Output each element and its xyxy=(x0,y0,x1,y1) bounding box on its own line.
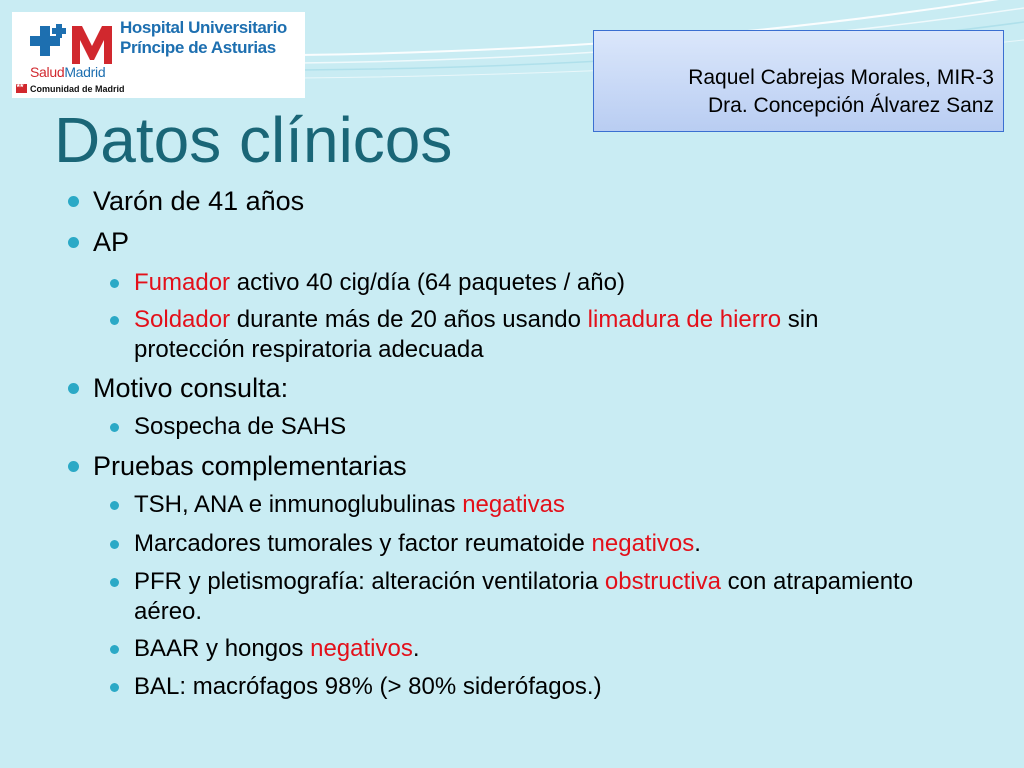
hospital-name-line1: Hospital Universitario xyxy=(120,18,287,37)
author-line1: Raquel Cabrejas Morales, MIR-3 xyxy=(688,66,994,89)
salud-madrid-label xyxy=(30,64,105,80)
author-box xyxy=(593,30,1004,132)
madrid-flag-icon xyxy=(16,84,27,93)
baar-end: . xyxy=(412,635,420,662)
author-line2: Dra. Concepción Álvarez Sanz xyxy=(708,94,994,117)
salud-text: Salud xyxy=(30,64,65,80)
tsh-text: TSH, ANA e inmunoglubulinas xyxy=(134,491,463,518)
soldador-text-end: sin protección respiratoria adecuada xyxy=(134,306,819,363)
bullet-motivo: Motivo consulta: xyxy=(93,373,289,403)
tsh-highlight: negativas xyxy=(462,491,565,518)
sub-bullet-sospecha: Sospecha de SAHS xyxy=(134,412,994,442)
hospital-name xyxy=(120,18,305,58)
sub-bullet-fumador xyxy=(134,268,994,298)
sub-bullet-soldador xyxy=(134,305,894,365)
hospital-logo-icon xyxy=(30,20,122,70)
sub-bullet-marcadores xyxy=(134,529,994,559)
sub-bullet-baar xyxy=(134,634,994,664)
limadura-highlight: limadura de hierro xyxy=(587,306,782,333)
baar-text: BAAR y hongos xyxy=(134,635,311,662)
bullet-ap: AP xyxy=(93,227,130,257)
comunidad-label xyxy=(16,84,125,94)
marcadores-end: . xyxy=(694,530,701,557)
sub-bullet-tsh xyxy=(134,490,994,520)
bullet-pruebas: Pruebas complementarias xyxy=(93,451,407,481)
marcadores-text: Marcadores tumorales y factor reumatoide xyxy=(134,530,592,557)
fumador-highlight: Fumador xyxy=(134,269,231,296)
slide-title: Datos clínicos xyxy=(54,104,453,176)
hospital-logo xyxy=(12,12,305,98)
hospital-name-line2: Príncipe de Asturias xyxy=(120,38,276,57)
marcadores-highlight: negativos xyxy=(591,530,695,557)
bullet-varon: Varón de 41 años xyxy=(93,186,305,216)
soldador-highlight: Soldador xyxy=(134,306,231,333)
pfr-text: PFR y pletismografía: alteración ventilatoria xyxy=(134,568,605,595)
fumador-text: activo 40 cig/día (64 paquetes / año) xyxy=(230,269,625,296)
madrid-text: Madrid xyxy=(64,64,106,80)
pfr-highlight: obstructiva xyxy=(604,568,721,595)
baar-highlight: negativos xyxy=(310,635,413,662)
soldador-text: durante más de 20 años usando xyxy=(230,306,588,333)
sub-bullet-bal: BAL: macrófagos 98% (> 80% siderófagos.) xyxy=(134,672,994,702)
comunidad-text: Comunidad de Madrid xyxy=(30,84,125,94)
sub-bullet-pfr xyxy=(134,567,974,627)
pfr-text-end: con atrapamiento aéreo. xyxy=(134,568,914,625)
